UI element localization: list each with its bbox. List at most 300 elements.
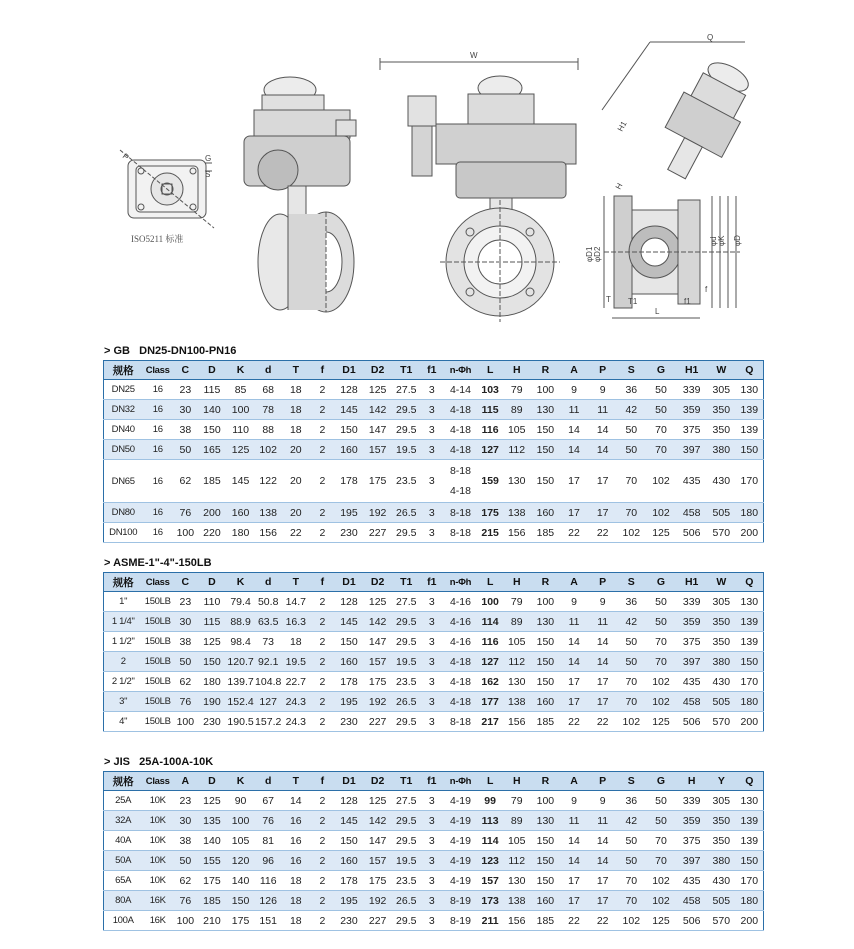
table-cell: 4-18 <box>443 440 478 460</box>
table-cell: 70 <box>646 831 677 851</box>
table-cell: 150 <box>198 420 227 440</box>
table-cell: 130 <box>502 460 531 503</box>
table-cell: 3 <box>421 871 444 891</box>
table-cell: 17 <box>560 692 589 712</box>
column-header: f <box>310 772 335 791</box>
table-cell: 70 <box>617 672 646 692</box>
table-cell: 36 <box>617 592 646 612</box>
table-cell: 100 <box>226 811 255 831</box>
table-cell: 2 <box>310 523 335 543</box>
table-cell: 160 <box>531 503 560 523</box>
side-view-drawing <box>380 58 578 322</box>
table-cell: 105 <box>502 632 531 652</box>
table-cell: 102 <box>617 523 646 543</box>
table-cell: 177 <box>478 692 503 712</box>
table-cell: 3 <box>421 420 444 440</box>
table-cell: 50 <box>617 420 646 440</box>
table-cell: 8-18 4-18 <box>443 460 478 503</box>
table-cell: 2 <box>310 592 335 612</box>
table-cell: 103 <box>478 380 503 400</box>
table-cell: 11 <box>560 811 589 831</box>
column-header: S <box>617 573 646 592</box>
table-row <box>104 811 764 831</box>
table-cell: 180 <box>736 891 764 911</box>
table-cell: 70 <box>617 692 646 712</box>
table-cell: DN40 <box>104 420 143 440</box>
table-cell: 170 <box>736 672 764 692</box>
table-cell: 50 <box>173 652 198 672</box>
table-row <box>104 791 764 811</box>
table-cell: 220 <box>198 523 227 543</box>
table-cell: 3" <box>104 692 143 712</box>
table-cell: 210 <box>198 911 227 931</box>
column-header: D2 <box>363 573 392 592</box>
table-cell: 50 <box>617 632 646 652</box>
table-cell: 3 <box>421 811 444 831</box>
table-cell: 16 <box>142 380 173 400</box>
table-cell: 2 1/2" <box>104 672 143 692</box>
table-cell: 27.5 <box>392 380 421 400</box>
column-header: P <box>588 573 617 592</box>
table-cell: 125 <box>226 440 255 460</box>
table-cell: 38 <box>173 420 198 440</box>
table-cell: 89 <box>502 811 531 831</box>
table-cell: 100A <box>104 911 143 931</box>
table-cell: 22 <box>560 523 589 543</box>
table-cell: 3 <box>421 592 444 612</box>
table-cell: 190 <box>198 692 227 712</box>
table-cell: 79 <box>502 380 531 400</box>
column-header: R <box>531 772 560 791</box>
table-cell: 18 <box>281 632 310 652</box>
column-header: S <box>617 361 646 380</box>
table-row <box>104 712 764 732</box>
table-row <box>104 380 764 400</box>
table-cell: 157 <box>478 871 503 891</box>
table-cell: 10K <box>142 871 173 891</box>
table-cell: 151 <box>255 911 282 931</box>
table-cell: 105 <box>502 420 531 440</box>
table-cell: 62 <box>173 460 198 503</box>
table-cell: 350 <box>707 612 736 632</box>
table-cell: 130 <box>736 380 764 400</box>
table-cell: 14 <box>588 420 617 440</box>
section-view-drawing <box>602 42 762 318</box>
table-cell: 130 <box>502 672 531 692</box>
table-cell: 4-19 <box>443 851 478 871</box>
table-cell: 16 <box>142 503 173 523</box>
table-cell: DN80 <box>104 503 143 523</box>
table-cell: 178 <box>335 672 364 692</box>
table-cell: 140 <box>198 400 227 420</box>
column-header: Class <box>142 772 173 791</box>
table-cell: 3 <box>421 891 444 911</box>
table-cell: 2 <box>310 612 335 632</box>
table-cell: 17 <box>560 871 589 891</box>
column-header: C <box>173 361 198 380</box>
table-cell: 42 <box>617 811 646 831</box>
column-header: A <box>173 772 198 791</box>
table-cell: 26.5 <box>392 692 421 712</box>
column-header: G <box>646 772 677 791</box>
table-cell: 100 <box>478 592 503 612</box>
table-cell: 36 <box>617 791 646 811</box>
table-cell: 32A <box>104 811 143 831</box>
table-cell: 130 <box>736 592 764 612</box>
table-cell: 156 <box>255 523 282 543</box>
table-cell: 150 <box>736 851 764 871</box>
table-cell: 73 <box>255 632 282 652</box>
table-cell: 339 <box>676 380 707 400</box>
table-cell: 23.5 <box>392 672 421 692</box>
table-cell: 90 <box>226 791 255 811</box>
table-cell: 76 <box>173 503 198 523</box>
table-cell: 38 <box>173 831 198 851</box>
table-cell: 17 <box>560 460 589 503</box>
table-cell: 175 <box>198 871 227 891</box>
table-cell: 3 <box>421 672 444 692</box>
table-cell: 78 <box>255 400 282 420</box>
table-cell: 50 <box>646 791 677 811</box>
table-cell: 505 <box>707 503 736 523</box>
table-cell: 175 <box>226 911 255 931</box>
table-cell: 10K <box>142 831 173 851</box>
table-cell: 4-16 <box>443 632 478 652</box>
dim-label-d1: φD1 <box>585 246 594 262</box>
table-cell: 76 <box>255 811 282 831</box>
column-header: A <box>560 361 589 380</box>
table-cell: 359 <box>676 612 707 632</box>
table-cell: 4" <box>104 712 143 732</box>
table-cell: 2 <box>104 652 143 672</box>
table-cell: 9 <box>560 791 589 811</box>
header-row <box>104 573 764 592</box>
table-cell: 570 <box>707 911 736 931</box>
table-cell: 70 <box>617 891 646 911</box>
table-cell: 102 <box>646 503 677 523</box>
table-cell: 120.7 <box>226 652 255 672</box>
table-cell: 430 <box>707 871 736 891</box>
dim-label-h1: H1 <box>615 119 629 133</box>
table-cell: 157 <box>363 652 392 672</box>
table-cell: 157 <box>363 440 392 460</box>
table-cell: 200 <box>736 712 764 732</box>
column-header: L <box>478 573 503 592</box>
table-cell: 70 <box>646 440 677 460</box>
table-cell: 140 <box>198 831 227 851</box>
table-cell: 178 <box>335 460 364 503</box>
header-row <box>104 361 764 380</box>
column-header: H <box>502 573 531 592</box>
table-cell: 185 <box>198 460 227 503</box>
table-row <box>104 891 764 911</box>
dim-label-s: S <box>205 170 211 179</box>
table-cell: 350 <box>707 811 736 831</box>
table-cell: 4-19 <box>443 831 478 851</box>
table-cell: 29.5 <box>392 632 421 652</box>
table-cell: 2 <box>310 380 335 400</box>
iso5211-flange-drawing <box>120 150 214 228</box>
table-cell: 200 <box>736 911 764 931</box>
table-cell: 14 <box>588 652 617 672</box>
table-cell: 156 <box>502 712 531 732</box>
table-cell: 2 <box>310 712 335 732</box>
table-cell: 4-18 <box>443 692 478 712</box>
table-cell: 102 <box>646 460 677 503</box>
column-header: A <box>560 573 589 592</box>
table-cell: 112 <box>502 851 531 871</box>
table-cell: 42 <box>617 612 646 632</box>
column-header: Q <box>736 772 764 791</box>
table-cell: 40A <box>104 831 143 851</box>
table-cell: 122 <box>255 460 282 503</box>
column-header: K <box>226 361 255 380</box>
column-header: Class <box>142 361 173 380</box>
table-cell: 14 <box>560 851 589 871</box>
table-cell: 100 <box>173 523 198 543</box>
table-cell: 14 <box>560 652 589 672</box>
table-cell: 2 <box>310 652 335 672</box>
table-cell: 115 <box>478 400 503 420</box>
column-header: G <box>646 361 677 380</box>
table-cell: 50 <box>646 400 677 420</box>
table-cell: 139 <box>736 400 764 420</box>
table-row <box>104 632 764 652</box>
column-header: W <box>707 573 736 592</box>
table-cell: 138 <box>255 503 282 523</box>
table-cell: 150 <box>531 420 560 440</box>
table-cell: 16K <box>142 891 173 911</box>
front-view-drawing <box>244 77 356 312</box>
table-cell: 17 <box>560 891 589 911</box>
table-cell: 4-19 <box>443 811 478 831</box>
column-header: D2 <box>363 361 392 380</box>
table-cell: 80A <box>104 891 143 911</box>
column-header: 规格 <box>104 772 143 791</box>
column-header: n-Φh <box>443 772 478 791</box>
column-header: H <box>502 361 531 380</box>
table-cell: 99 <box>478 791 503 811</box>
column-header: f1 <box>421 573 444 592</box>
table-cell: 22 <box>588 523 617 543</box>
table-cell: 145 <box>335 400 364 420</box>
table-cell: 230 <box>335 712 364 732</box>
table-cell: 9 <box>560 380 589 400</box>
table-cell: 29.5 <box>392 831 421 851</box>
table-cell: 2 <box>310 400 335 420</box>
table-cell: 8-19 <box>443 911 478 931</box>
jis-section-title: > JIS 25A-100A-10K <box>104 756 214 768</box>
table-cell: 18 <box>281 380 310 400</box>
table-cell: 70 <box>646 420 677 440</box>
table-cell: 1 1/4" <box>104 612 143 632</box>
table-row <box>104 871 764 891</box>
table-cell: 50 <box>617 831 646 851</box>
column-header: Class <box>142 573 173 592</box>
table-cell: 81 <box>255 831 282 851</box>
table-cell: 1" <box>104 592 143 612</box>
table-cell: 458 <box>676 503 707 523</box>
table-cell: 165 <box>198 440 227 460</box>
table-cell: 9 <box>560 592 589 612</box>
table-cell: 11 <box>588 400 617 420</box>
table-cell: 89 <box>502 612 531 632</box>
table-cell: 22 <box>560 712 589 732</box>
table-cell: 29.5 <box>392 811 421 831</box>
table-cell: 150 <box>198 652 227 672</box>
table-cell: 2 <box>310 460 335 503</box>
table-cell: 14 <box>560 420 589 440</box>
column-header: K <box>226 772 255 791</box>
table-cell: 102 <box>646 672 677 692</box>
table-cell: 350 <box>707 632 736 652</box>
table-cell: 115 <box>198 612 227 632</box>
jis-spec-table <box>103 771 764 931</box>
table-cell: 185 <box>198 891 227 911</box>
table-cell: 4-18 <box>443 672 478 692</box>
table-cell: 22 <box>281 523 310 543</box>
table-cell: 160 <box>335 440 364 460</box>
table-cell: 22 <box>588 712 617 732</box>
table-cell: 2 <box>310 503 335 523</box>
table-cell: 128 <box>335 592 364 612</box>
table-cell: 79 <box>502 592 531 612</box>
table-cell: 430 <box>707 672 736 692</box>
table-cell: 14 <box>281 791 310 811</box>
table-cell: 185 <box>531 712 560 732</box>
table-cell: 116 <box>478 420 503 440</box>
table-cell: 88 <box>255 420 282 440</box>
table-cell: 116 <box>255 871 282 891</box>
table-cell: 135 <box>198 811 227 831</box>
column-header: T1 <box>392 573 421 592</box>
table-cell: 159 <box>478 460 503 503</box>
table-row <box>104 440 764 460</box>
table-cell: 25A <box>104 791 143 811</box>
table-cell: 2 <box>310 672 335 692</box>
table-cell: 170 <box>736 460 764 503</box>
table-cell: 68 <box>255 380 282 400</box>
table-cell: 3 <box>421 440 444 460</box>
table-cell: 50 <box>646 811 677 831</box>
table-cell: 3 <box>421 380 444 400</box>
table-cell: 435 <box>676 871 707 891</box>
table-cell: 570 <box>707 523 736 543</box>
table-cell: 70 <box>617 460 646 503</box>
table-cell: 150LB <box>142 632 173 652</box>
table-cell: 150 <box>531 672 560 692</box>
column-header: n-Φh <box>443 361 478 380</box>
table-cell: 230 <box>335 911 364 931</box>
table-cell: 27.5 <box>392 791 421 811</box>
table-cell: 125 <box>363 592 392 612</box>
gb-spec-table <box>103 360 764 543</box>
table-cell: 100 <box>173 712 198 732</box>
table-cell: 217 <box>478 712 503 732</box>
table-cell: 125 <box>646 712 677 732</box>
table-cell: 192 <box>363 503 392 523</box>
table-cell: 142 <box>363 811 392 831</box>
table-cell: 305 <box>707 791 736 811</box>
table-cell: 104.8 <box>255 672 282 692</box>
table-cell: 14 <box>560 440 589 460</box>
table-cell: 4-18 <box>443 420 478 440</box>
table-cell: 50 <box>646 380 677 400</box>
table-cell: 127 <box>478 652 503 672</box>
dim-label-p: P <box>120 151 131 162</box>
dim-label-dd: φD <box>733 235 742 246</box>
table-cell: 305 <box>707 592 736 612</box>
table-cell: 85 <box>226 380 255 400</box>
table-cell: 14.7 <box>281 592 310 612</box>
table-cell: 38 <box>173 632 198 652</box>
table-row <box>104 400 764 420</box>
table-cell: 142 <box>363 400 392 420</box>
table-cell: 29.5 <box>392 400 421 420</box>
table-cell: 22.7 <box>281 672 310 692</box>
table-cell: 2 <box>310 632 335 652</box>
table-cell: 42 <box>617 400 646 420</box>
table-row <box>104 851 764 871</box>
column-header: T <box>281 573 310 592</box>
table-cell: 125 <box>363 380 392 400</box>
column-header: D <box>198 573 227 592</box>
table-cell: 127 <box>255 692 282 712</box>
table-cell: 138 <box>502 503 531 523</box>
table-cell: 76 <box>173 692 198 712</box>
table-cell: 150 <box>531 440 560 460</box>
dim-label-k: φK <box>717 235 726 246</box>
table-cell: 2 <box>310 851 335 871</box>
table-cell: 156 <box>502 523 531 543</box>
column-header: R <box>531 361 560 380</box>
table-cell: 50 <box>173 851 198 871</box>
table-cell: 70 <box>617 871 646 891</box>
table-cell: 195 <box>335 891 364 911</box>
table-cell: 147 <box>363 831 392 851</box>
table-cell: 50 <box>617 440 646 460</box>
table-cell: 375 <box>676 831 707 851</box>
table-cell: 3 <box>421 612 444 632</box>
table-cell: 458 <box>676 891 707 911</box>
table-cell: 102 <box>617 911 646 931</box>
table-row <box>104 503 764 523</box>
table-row <box>104 692 764 712</box>
table-cell: 162 <box>478 672 503 692</box>
column-header: 规格 <box>104 361 143 380</box>
table-cell: 29.5 <box>392 523 421 543</box>
table-cell: 150 <box>531 652 560 672</box>
table-cell: 23 <box>173 791 198 811</box>
table-cell: 380 <box>707 652 736 672</box>
table-cell: 3 <box>421 692 444 712</box>
table-cell: 96 <box>255 851 282 871</box>
table-cell: 126 <box>255 891 282 911</box>
column-header: d <box>255 772 282 791</box>
table-cell: 139.7 <box>226 672 255 692</box>
table-cell: 139 <box>736 811 764 831</box>
table-row <box>104 672 764 692</box>
table-cell: 23.5 <box>392 460 421 503</box>
table-cell: 150LB <box>142 612 173 632</box>
table-cell: 145 <box>335 811 364 831</box>
table-cell: 150 <box>531 460 560 503</box>
table-cell: 160 <box>335 652 364 672</box>
table-cell: DN100 <box>104 523 143 543</box>
table-cell: 112 <box>502 440 531 460</box>
table-cell: 88.9 <box>226 612 255 632</box>
table-cell: 102 <box>255 440 282 460</box>
